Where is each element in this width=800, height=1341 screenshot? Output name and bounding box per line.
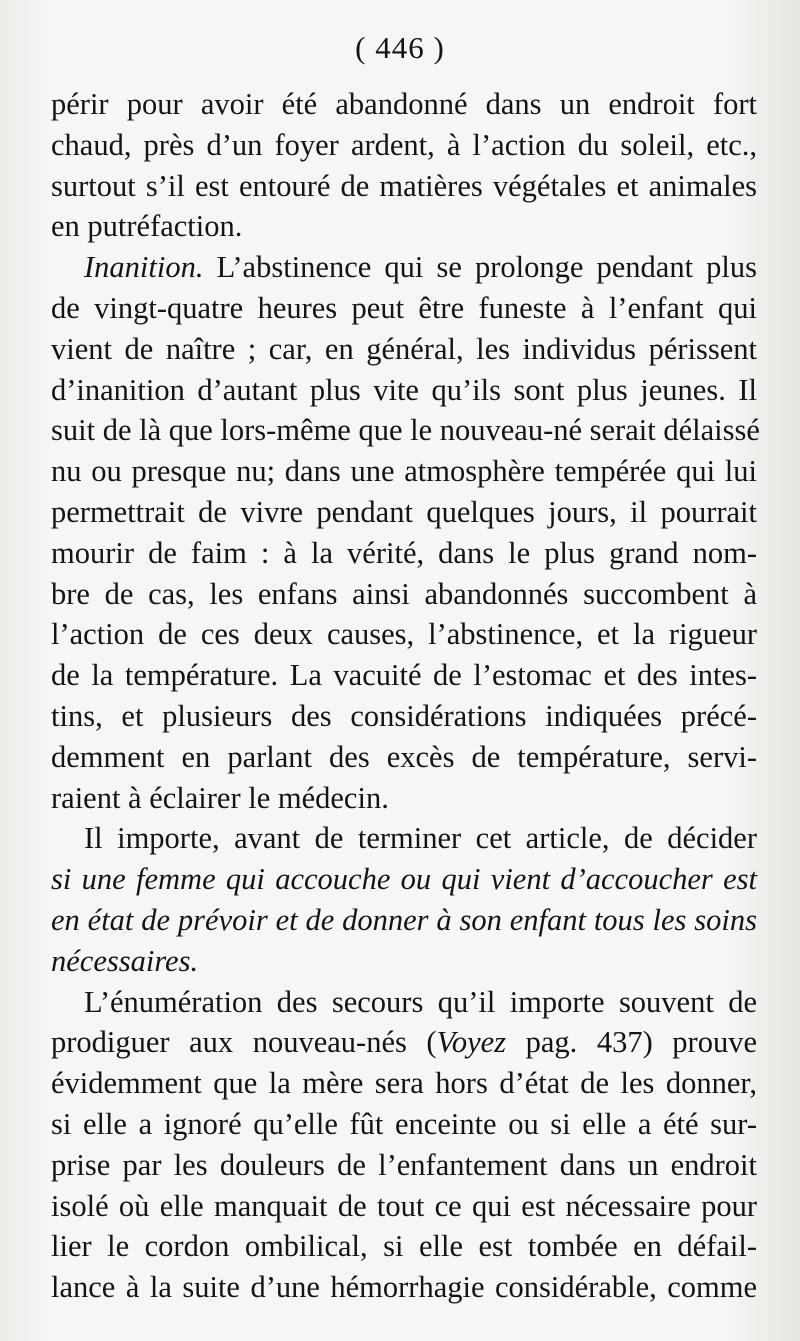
text-line: L’énumération des secours qu’il importe souvent de [84,984,757,1019]
italic-text-line: nécessaires. [51,943,199,978]
italic-text-line: en état de prévoir et de donner à son enfant tous les soins [51,902,757,937]
text-line: lier le cordon ombilical, si elle est tombée en défail- [51,1229,757,1264]
text-line: évidemment que la mère sera hors d’état de les donner, [51,1066,757,1101]
text-line [51,247,757,288]
text-line: demment en parlant des excès de température, servi- [51,739,757,774]
text-line: de la température. La vacuité de l’estomac et des intes- [51,658,757,693]
italic-text-line: si une femme qui accouche ou qui vient d’accoucher est [51,862,757,897]
text-line: de vingt-quatre heures peut être funeste à l’enfant qui [51,290,757,325]
text-line: isolé où elle manquait de tout ce qui est nécessaire pour [51,1188,757,1223]
text-line [51,1022,757,1063]
text-line: Il importe, avant de terminer cet article, de décider [84,821,757,856]
cross-reference: Voyez [436,1025,507,1060]
text-line: vient de naître ; car, en général, les individus périssent [51,331,757,366]
section-heading: Inanition. [84,250,204,285]
text-line: lance à la suite d’une hémorrhagie considérable, comme [51,1270,757,1305]
text-line: surtout s’il est entouré de matières végétales et animales [51,168,757,203]
text-line: d’inanition d’autant plus vite qu’ils sont plus jeunes. Il [51,372,757,407]
text-fragment: L’abstinence qui se prolonge pendant plus [203,250,757,285]
text-line: permettrait de vivre pendant quelques jours, il pourrait [51,494,757,529]
text-line: l’action de ces deux causes, l’abstinence, et la rigueur [51,617,757,652]
text-line: chaud, près d’un foyer ardent, à l’action du soleil, etc., [51,127,757,162]
text-line: si elle a ignoré qu’elle fût enceinte ou si elle a été sur- [51,1106,757,1141]
text-line: en putréfaction. [51,209,243,244]
text-fragment: pag. 437) prouve [506,1025,757,1060]
text-line: nu ou presque nu; dans une atmosphère tempérée qui lui [51,454,757,489]
text-line: bre de cas, les enfans ainsi abandonnés succombent à [51,576,757,611]
text-line: tins, et plusieurs des considérations indiquées précé- [51,698,757,733]
text-line: mourir de faim : à la vérité, dans le plus grand nom- [51,535,757,570]
text-fragment: prodiguer aux nouveau-nés ( [51,1025,437,1060]
page-number: ( 446 ) [355,30,445,65]
text-line: suit de là que lors-même que le nouveau-né serait délaissé [51,413,760,448]
text-line: raient à éclairer le médecin. [51,780,389,815]
body-text [51,84,760,1308]
text-line: prise par les douleurs de l’enfantement dans un endroit [51,1147,757,1182]
text-line: périr pour avoir été abandonné dans un endroit fort [51,87,757,121]
